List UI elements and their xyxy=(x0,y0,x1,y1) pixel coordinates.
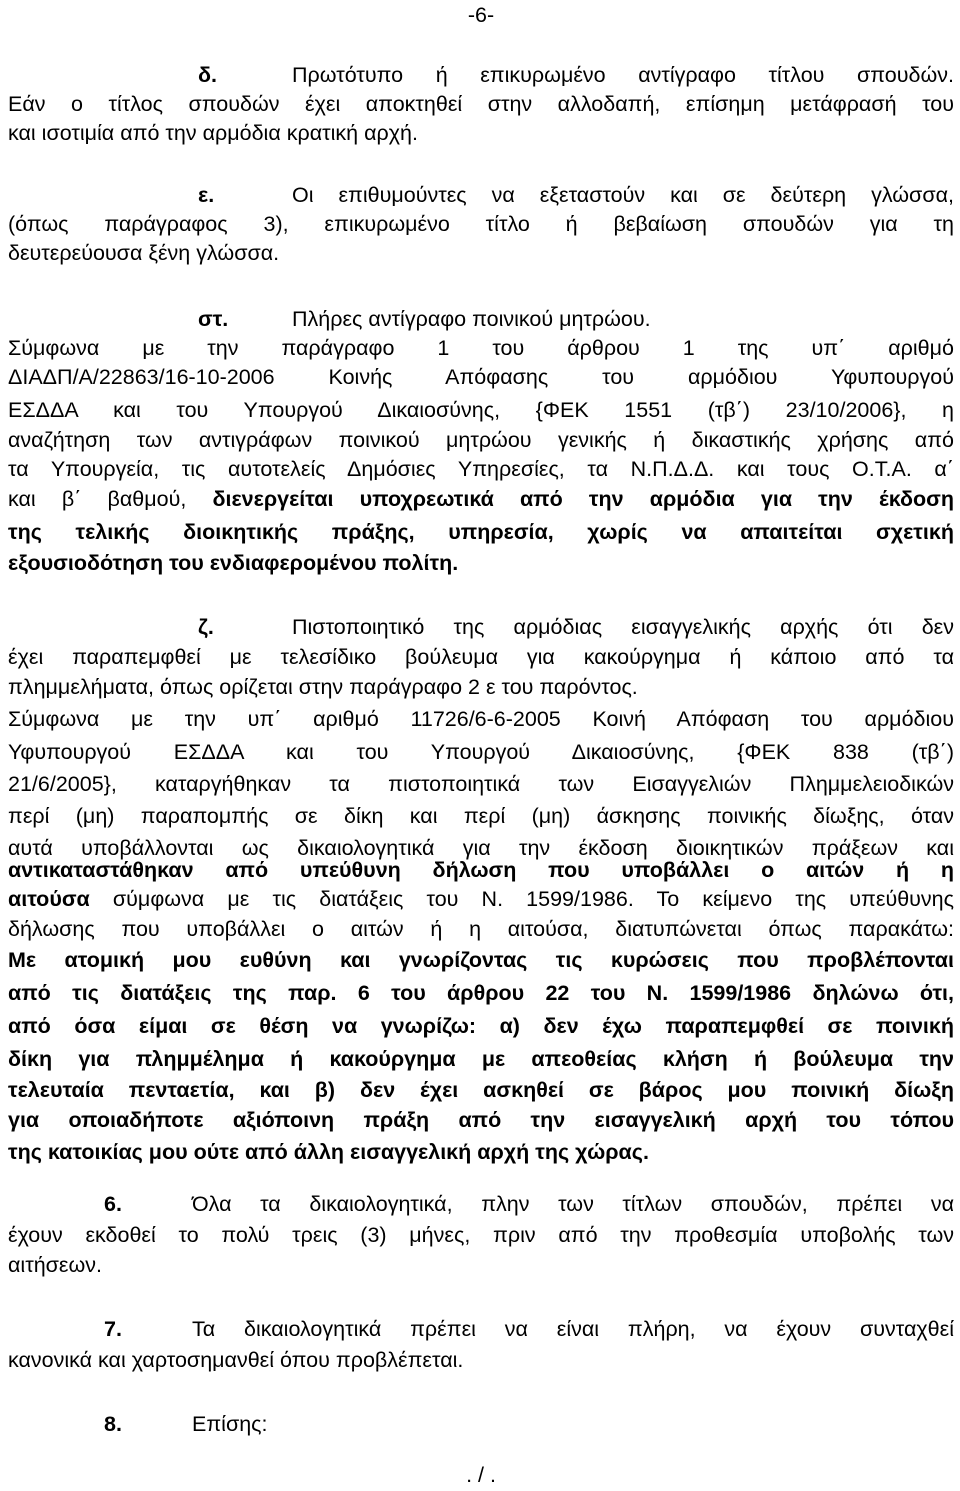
item-z-text-1: Πιστοποιητικό της αρμόδιας εισαγγελικής αρχής ότι δεν xyxy=(292,615,954,639)
item-st-label: στ. xyxy=(198,307,229,331)
item-st-para-line-5: τα Υπουργεία, τις αυτοτελείς Δημόσιες Υπηρεσίες, τα Ν.Π.Δ.Δ. και τους Ο.Τ.Α. α΄ xyxy=(8,457,954,481)
item-e-line-1 xyxy=(198,180,954,210)
item-d-label: δ. xyxy=(198,63,218,87)
item-z-para-line-1: Σύμφωνα με την υπ΄ αριθμό 11726/6-6-2005 Κοινή Απόφαση του αρμόδιου xyxy=(8,707,954,731)
item-d-title-line xyxy=(198,60,954,90)
item-z-para-line-6: αντικαταστάθηκαν από υπεύθυνη δήλωση που υποβάλλει ο αιτών ή η xyxy=(8,858,954,882)
item-8-label: 8. xyxy=(104,1412,122,1436)
item-st-title: Πλήρες αντίγραφο ποινικού μητρώου. xyxy=(292,307,651,331)
item-z-para-line-7 xyxy=(8,884,954,914)
item-z-para-line-8: δήλωσης που υποβάλλει ο αιτών ή η αιτούσα, διατυπώνεται όπως παρακάτω: xyxy=(8,917,954,941)
item-st-para-line-2: ΔΙΑΔΠ/Α/22863/16-10-2006 Κοινής Απόφασης του αρμόδιου Υφυπουργού xyxy=(8,365,954,389)
item-z-para-line-3: 21/6/2005}, καταργήθηκαν τα πιστοποιητικά των Εισαγγελιών Πλημμελειοδικών xyxy=(8,772,954,796)
item-6-label: 6. xyxy=(104,1192,122,1216)
declaration-line-6: για οποιαδήποτε αξιόποινη πράξη από την εισαγγελική αρχή του τόπου xyxy=(8,1108,954,1132)
item-z-line-1 xyxy=(198,612,954,642)
page-number: -6- xyxy=(467,3,495,27)
item-st-para-line-1: Σύμφωνα με την παράγραφο 1 του άρθρου 1 της υπ΄ αριθμό xyxy=(8,336,954,360)
item-7-line-1 xyxy=(104,1314,954,1344)
item-st-para-line-6 xyxy=(8,484,954,514)
declaration-line-2: από τις διατάξεις της παρ. 6 του άρθρου 22 του Ν. 1599/1986 δηλώνω ότι, xyxy=(8,981,954,1005)
declaration-line-4: δίκη για πλημμέλημα ή κακούργημα με απεοθείας κλήση ή βούλευμα την xyxy=(8,1047,954,1071)
item-st-para-line-6-bold: διενεργείται υποχρεωτικά από την αρμόδια για την έκδοση xyxy=(212,487,954,511)
item-6-line-2: έχουν εκδοθεί το πολύ τρεις (3) μήνες, πριν από την προθεσμία υποβολής των xyxy=(8,1223,954,1247)
item-7-line-2: κανονικά και χαρτοσημανθεί όπου προβλέπεται. xyxy=(8,1348,464,1372)
declaration-line-5: τελευταία πενταετία, και β) δεν έχει ασκηθεί σε βάρος μου ποινική δίωξη xyxy=(8,1078,954,1102)
item-z-para-line-7-bold: αιτούσα xyxy=(8,887,90,911)
item-z-line-2: έχει παραπεμφθεί με τελεσίδικο βούλευμα για κακούργημα ή κάποιο από τα xyxy=(8,645,954,669)
item-st-para-line-8: εξουσιοδότηση του ενδιαφερομένου πολίτη. xyxy=(8,551,459,575)
item-st-para-line-3: ΕΣΔΔΑ και του Υπουργού Δικαιοσύνης, {ΦΕΚ 1551 (τβ΄) 23/10/2006}, η xyxy=(8,398,954,422)
item-7-text-1: Τα δικαιολογητικά πρέπει να είναι πλήρη, να έχουν συνταχθεί xyxy=(192,1317,954,1341)
item-z-para-line-7-normal: σύμφωνα με τις διατάξεις του Ν. 1599/1986. Το κείμενο της υπεύθυνης xyxy=(89,887,954,911)
item-6-line-3: αιτήσεων. xyxy=(8,1253,103,1277)
item-z-para-line-4: περί (μη) παραπομπής σε δίκη και περί (μη) άσκησης ποινικής δίωξης, όταν xyxy=(8,804,954,828)
item-st-para-line-4: αναζήτηση των αντιγράφων ποινικού μητρώου γενικής ή δικαστικής χρήσης από xyxy=(8,428,954,452)
item-z-line-3: πλημμελήματα, όπως ορίζεται στην παράγραφο 2 ε του παρόντος. xyxy=(8,675,638,699)
item-7-label: 7. xyxy=(104,1317,122,1341)
item-e-line-2: (όπως παράγραφος 3), επικυρωμένο τίτλο ή βεβαίωση σπουδών για τη xyxy=(8,212,954,236)
item-d-line-3: και ισοτιμία από την αρμόδια κρατική αρχή. xyxy=(8,121,418,145)
item-d-title: Πρωτότυπο ή επικυρωμένο αντίγραφο τίτλου σπουδών. xyxy=(292,63,954,87)
item-st-para-line-7: της τελικής διοικητικής πράξης, υπηρεσία, χωρίς να απαιτείται σχετική xyxy=(8,520,954,544)
item-d-line-2: Εάν ο τίτλος σπουδών έχει αποκτηθεί στην αλλοδαπή, επίσημη μετάφρασή του xyxy=(8,92,954,116)
item-st-para-line-6-normal: και β΄ βαθμού, xyxy=(8,487,213,511)
declaration-line-1: Με ατομική μου ευθύνη και γνωρίζοντας τις κυρώσεις που προβλέπονται xyxy=(8,948,954,972)
item-e-label: ε. xyxy=(198,183,215,207)
item-6-line-1 xyxy=(104,1189,954,1219)
item-z-para-line-2: Υφυπουργού ΕΣΔΔΑ και του Υπουργού Δικαιοσύνης, {ΦΕΚ 838 (τβ΄) xyxy=(8,740,954,764)
item-e-line-3: δευτερεύουσα ξένη γλώσσα. xyxy=(8,241,280,265)
item-6-text-1: Όλα τα δικαιολογητικά, πλην των τίτλων σπουδών, πρέπει να xyxy=(192,1192,954,1216)
item-8-text-1: Επίσης: xyxy=(192,1412,268,1436)
item-e-text-1: Οι επιθυμούντες να εξεταστούν και σε δεύτερη γλώσσα, xyxy=(292,183,954,207)
item-z-para-line-5: αυτά υποβάλλονται ως δικαιολογητικά για την έκδοση διοικητικών πράξεων και xyxy=(8,836,954,860)
continuation-mark: . / . xyxy=(466,1463,496,1487)
item-8-line-1 xyxy=(104,1409,954,1439)
item-z-label: ζ. xyxy=(198,615,214,639)
item-st-title-line xyxy=(198,304,954,334)
declaration-line-3: από όσα είμαι σε θέση να γνωρίζω: α) δεν έχω παραπεμφθεί σε ποινική xyxy=(8,1014,954,1038)
declaration-line-7: της κατοικίας μου ούτε από άλλη εισαγγελική αρχή της χώρας. xyxy=(8,1140,649,1164)
